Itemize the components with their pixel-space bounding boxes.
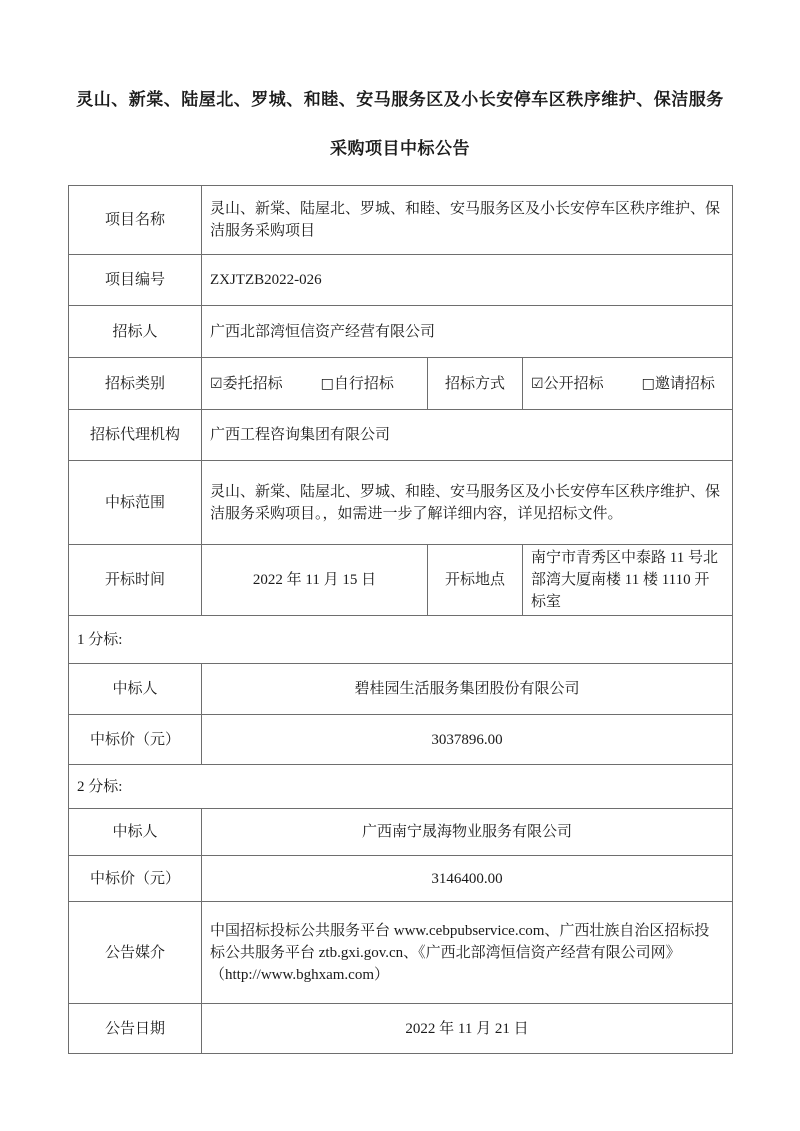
row-media [69,902,733,1004]
option-invited-tender [642,376,715,392]
row-lot1-price [69,715,733,765]
option-self-tender [321,376,394,392]
media-label: 公告媒介 [69,902,202,1004]
unchecked-checkbox-icon: □ [641,375,655,392]
row-tender-category [69,358,733,410]
row-tenderer [69,306,733,358]
project-number-label: 项目编号 [69,255,202,306]
row-project-name [69,186,733,255]
tenderer-value: 广西北部湾恒信资产经营有限公司 [202,306,733,358]
document-page [68,0,732,1054]
opening-place-label: 开标地点 [428,545,523,616]
row-lot2-price [69,856,733,902]
bid-announcement-table [68,185,733,1054]
agency-label: 招标代理机构 [69,410,202,461]
lot1-header: 1 分标: [69,616,733,664]
row-announce-date [69,1004,733,1054]
row-scope [69,461,733,545]
agency-value: 广西工程咨询集团有限公司 [202,410,733,461]
announce-date-label: 公告日期 [69,1004,202,1054]
unchecked-checkbox-icon: □ [320,375,334,392]
row-agency [69,410,733,461]
lot2-winner-label: 中标人 [69,809,202,856]
option-invited-tender-label: 邀请招标 [654,375,715,392]
option-open-tender-label: 公开招标 [543,375,604,392]
row-opening [69,545,733,616]
media-value: 中国招标投标公共服务平台 www.cebpubservice.com、广西壮族自治区招标投标公共服务平台 ztb.gxi.gov.cn、《广西北部湾恒信资产经营有限公司网》（http://www.bghxam.com） [202,902,733,1004]
row-lot2-header [69,765,733,809]
project-name-label: 项目名称 [69,186,202,255]
option-delegated-tender [210,376,283,392]
checked-checkbox-icon: ☑ [531,375,544,392]
lot2-winner-value: 广西南宁晟海物业服务有限公司 [202,809,733,856]
row-lot2-winner [69,809,733,856]
opening-place-value: 南宁市青秀区中泰路 11 号北部湾大厦南楼 11 楼 1110 开标室 [523,545,733,616]
lot2-price-value: 3146400.00 [202,856,733,902]
lot1-price-label: 中标价（元） [69,715,202,765]
opening-time-value: 2022 年 11 月 15 日 [202,545,428,616]
tender-method-label: 招标方式 [428,358,523,410]
page-title: 灵山、新棠、陆屋北、罗城、和睦、安马服务区及小长安停车区秩序维护、保洁服务采购项目中标公告 [76,90,724,159]
lot1-winner-value: 碧桂园生活服务集团股份有限公司 [202,664,733,715]
tenderer-label: 招标人 [69,306,202,358]
option-delegated-tender-label: 委托招标 [222,375,283,392]
row-project-number [69,255,733,306]
lot2-price-label: 中标价（元） [69,856,202,902]
scope-value: 灵山、新棠、陆屋北、罗城、和睦、安马服务区及小长安停车区秩序维护、保洁服务采购项目。，如需进一步了解详细内容，详见招标文件。 [202,461,733,545]
lot2-header: 2 分标: [69,765,733,809]
option-self-tender-label: 自行招标 [333,375,394,392]
lot1-winner-label: 中标人 [69,664,202,715]
opening-time-label: 开标时间 [69,545,202,616]
tender-method-options [523,358,733,410]
scope-label: 中标范围 [69,461,202,545]
row-lot1-header [69,616,733,664]
project-number-value: ZXJTZB2022-026 [202,255,733,306]
checked-checkbox-icon: ☑ [210,375,223,392]
announce-date-value: 2022 年 11 月 21 日 [202,1004,733,1054]
option-open-tender [531,376,604,392]
tender-category-options [202,358,428,410]
tender-category-label: 招标类别 [69,358,202,410]
lot1-price-value: 3037896.00 [202,715,733,765]
project-name-value: 灵山、新棠、陆屋北、罗城、和睦、安马服务区及小长安停车区秩序维护、保洁服务采购项目 [202,186,733,255]
row-lot1-winner [69,664,733,715]
